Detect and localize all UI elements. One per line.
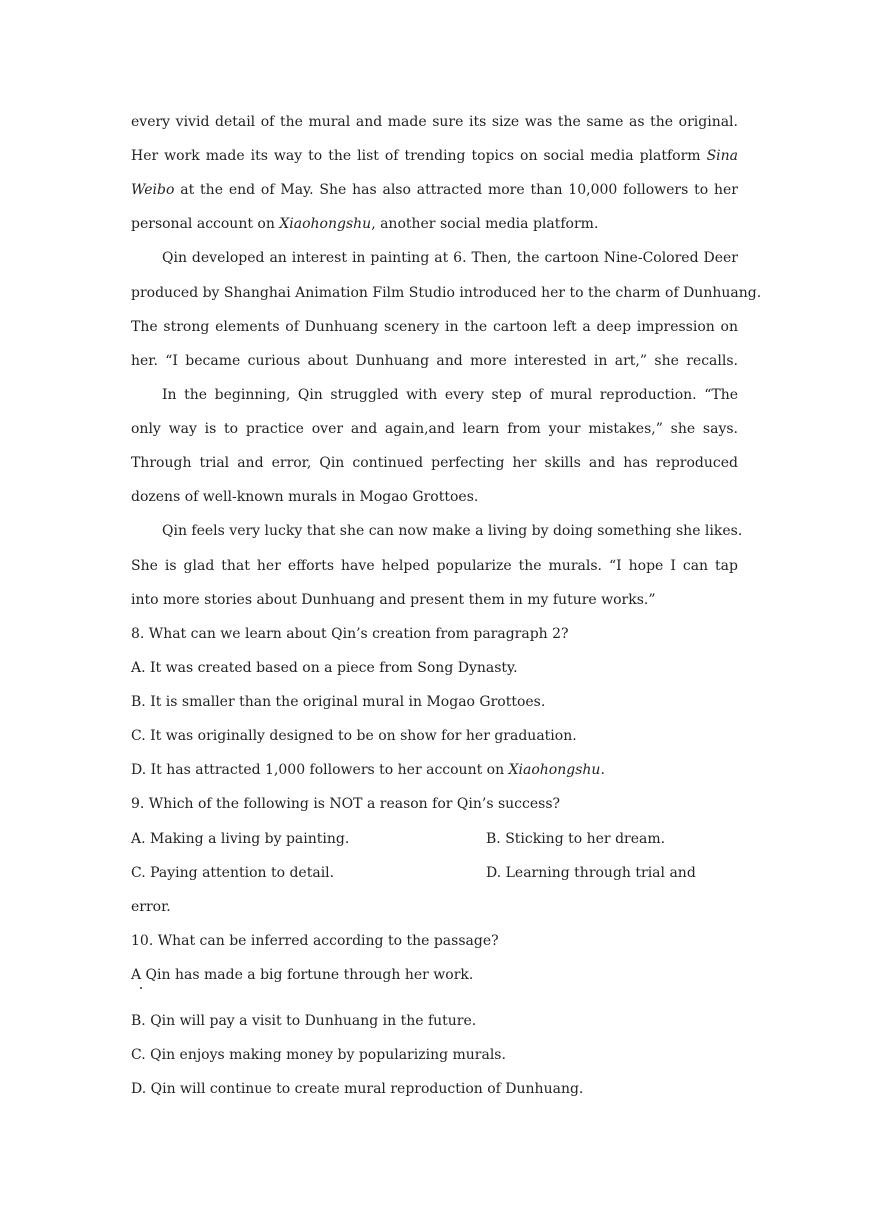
question-9-row-2 [131,863,738,883]
paragraph-3-line-3: Through trial and error, Qin continued perfecting her skills and has reproduced [131,455,738,471]
question-9-option-a: A. Making a living by painting. [131,831,350,847]
question-10-option-a: A Qin has made a big fortune through her work. [131,967,474,983]
paragraph-1-line-4: personal account on Xiaohongshu, another social media platform. [131,216,599,232]
paragraph-1-line-2: Her work made its way to the list of trending topics on social media platform Sina [131,148,738,164]
question-10-option-c: C. Qin enjoys making money by popularizing murals. [131,1047,506,1063]
paragraph-4-line-3: into more stories about Dunhuang and present them in my future works.” [131,592,656,608]
paragraph-1-line-1: every vivid detail of the mural and made sure its size was the same as the original. [131,114,738,130]
question-8-option-a: A. It was created based on a piece from Song Dynasty. [131,660,518,676]
paragraph-2-line-1: Qin developed an interest in painting at 6. Then, the cartoon Nine-Colored Deer [162,250,738,266]
paragraph-3-line-4: dozens of well-known murals in Mogao Grottoes. [131,489,479,505]
paragraph-2-line-3: The strong elements of Dunhuang scenery in the cartoon left a deep impression on [131,319,738,335]
question-8-option-c: C. It was originally designed to be on show for her graduation. [131,728,577,744]
question-9-option-d: D. Learning through trial and [486,865,696,881]
paragraph-3-line-1: In the beginning, Qin struggled with every step of mural reproduction. “The [162,387,738,403]
paragraph-2-line-4: her. “I became curious about Dunhuang and more interested in art,” she recalls. [131,353,738,369]
question-9-option-d-continued: error. [131,899,171,915]
paragraph-1-line-3: Weibo at the end of May. She has also attracted more than 10,000 followers to her [131,182,738,198]
xiaohongshu-term: Xiaohongshu [508,762,601,778]
question-9-option-c: C. Paying attention to detail. [131,865,335,881]
question-9-row-1 [131,829,738,849]
paragraph-4-line-1: Qin feels very lucky that she can now make a living by doing something she likes. [162,523,743,539]
question-10-option-d: D. Qin will continue to create mural reproduction of Dunhuang. [131,1081,584,1097]
question-10-option-b: B. Qin will pay a visit to Dunhuang in the future. [131,1013,477,1029]
weibo-term: Weibo [131,182,175,198]
paragraph-3-line-2: only way is to practice over and again,and learn from your mistakes,” she says. [131,421,738,437]
paragraph-4-line-2: She is glad that her efforts have helped popularize the murals. “I hope I can tap [131,558,738,574]
xiaohongshu-term: Xiaohongshu [279,216,372,232]
question-8-option-d: D. It has attracted 1,000 followers to her account on Xiaohongshu. [131,762,605,778]
question-8-stem: 8. What can we learn about Qin’s creation from paragraph 2? [131,626,569,642]
question-9-option-b: B. Sticking to her dream. [486,831,666,847]
sina-weibo-term: Sina [706,148,738,164]
question-9-stem: 9. Which of the following is NOT a reason for Qin’s success? [131,796,561,812]
stray-dot-mark [140,987,142,989]
question-10-stem: 10. What can be inferred according to the passage? [131,933,499,949]
paragraph-2-line-2: produced by Shanghai Animation Film Studio introduced her to the charm of Dunhuang. [131,285,762,301]
question-8-option-b: B. It is smaller than the original mural in Mogao Grottoes. [131,694,546,710]
